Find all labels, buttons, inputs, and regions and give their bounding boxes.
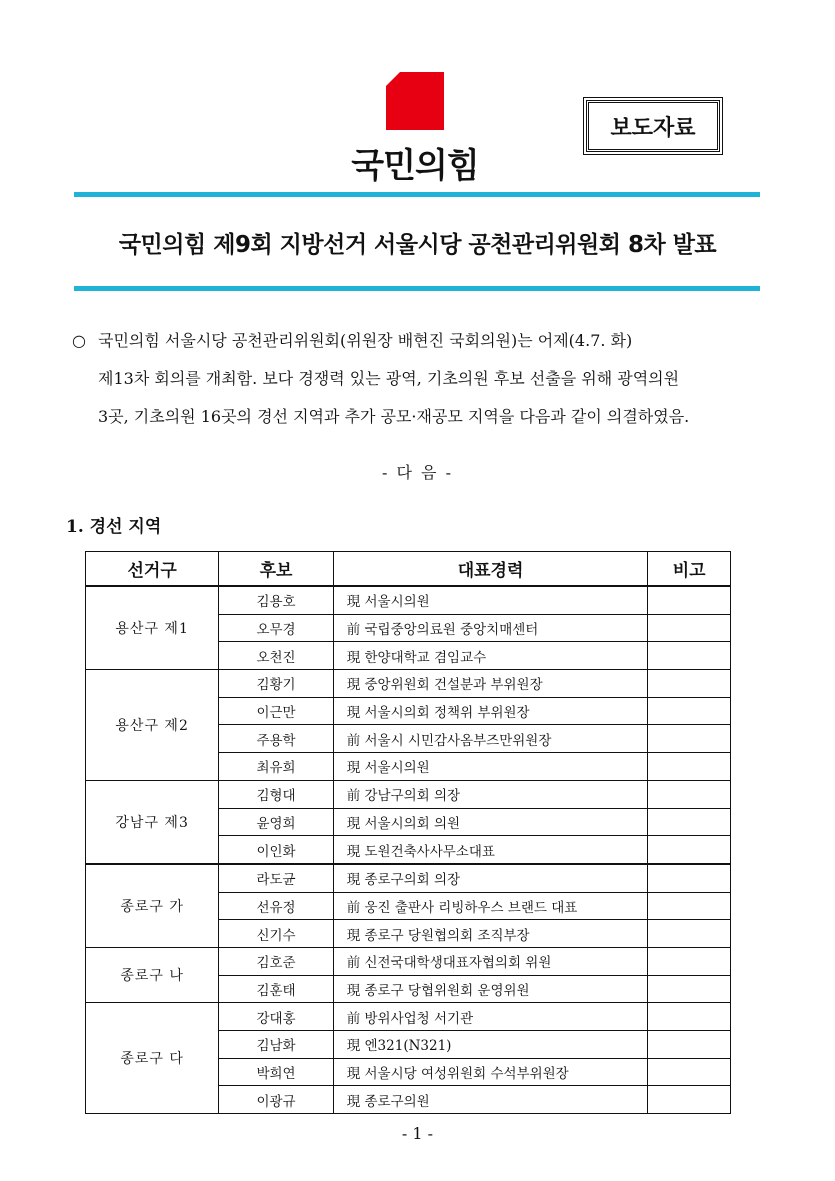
candidate-name-cell: 강대홍 xyxy=(219,1003,333,1031)
career-cell: 前 방위사업청 서기관 xyxy=(333,1003,648,1031)
note-cell xyxy=(648,614,731,642)
career-cell: 前 웅진 출판사 리빙하우스 브랜드 대표 xyxy=(333,892,648,920)
note-cell xyxy=(648,892,731,920)
candidate-name-cell: 오천진 xyxy=(219,642,333,670)
note-cell xyxy=(648,975,731,1003)
headline-top-rule xyxy=(74,192,760,197)
note-cell xyxy=(648,1003,731,1031)
page-number: - 1 - xyxy=(401,1124,434,1143)
note-cell xyxy=(648,1086,731,1114)
announcement-paragraph xyxy=(72,322,772,436)
career-cell: 前 서울시 시민감사옴부즈만위원장 xyxy=(333,725,648,753)
press-release-label: 보도자료 xyxy=(586,100,720,152)
table-row xyxy=(86,586,731,614)
note-cell xyxy=(648,947,731,975)
section-title: 1. 경선 지역 xyxy=(66,517,162,537)
note-cell xyxy=(648,864,731,892)
paragraph-line-3: 3곳, 기초의원 16곳의 경선 지역과 추가 공모·재공모 지역을 다음과 같이 의결하였음. xyxy=(98,407,690,426)
note-cell xyxy=(648,1058,731,1086)
table-header-row xyxy=(86,552,731,587)
candidate-name-cell: 김훈태 xyxy=(219,975,333,1003)
district-cell: 용산구 제2 xyxy=(86,670,219,781)
table-row xyxy=(86,1003,731,1031)
career-cell: 現 엔321(N321) xyxy=(333,1031,648,1059)
career-cell: 現 한양대학교 겸임교수 xyxy=(333,642,648,670)
candidate-name-cell: 김황기 xyxy=(219,670,333,698)
note-cell xyxy=(648,780,731,808)
candidate-name-cell: 이근만 xyxy=(219,697,333,725)
career-cell: 現 서울시의회 정책위 부위원장 xyxy=(333,697,648,725)
note-cell xyxy=(648,642,731,670)
paragraph-line-1: 국민의힘 서울시당 공천관리위원회(위원장 배현진 국회의원)는 어제(4.7. 화) xyxy=(98,331,633,350)
district-cell: 종로구 가 xyxy=(86,864,219,948)
party-logo-text: 국민의힘 xyxy=(351,146,479,186)
header-candidate: 후보 xyxy=(219,552,333,587)
candidate-name-cell: 김용호 xyxy=(219,586,333,614)
note-cell xyxy=(648,725,731,753)
career-cell: 前 신전국대학생대표자협의회 위원 xyxy=(333,947,648,975)
career-cell: 現 중앙위원회 건설분과 부위원장 xyxy=(333,670,648,698)
district-cell: 강남구 제3 xyxy=(86,780,219,864)
candidate-name-cell: 윤영희 xyxy=(219,808,333,836)
table-row xyxy=(86,670,731,698)
district-cell: 용산구 제1 xyxy=(86,586,219,670)
note-cell xyxy=(648,670,731,698)
header-district: 선거구 xyxy=(86,552,219,587)
candidate-name-cell: 주용학 xyxy=(219,725,333,753)
career-cell: 前 국립중앙의료원 중앙치매센터 xyxy=(333,614,648,642)
district-cell: 종로구 다 xyxy=(86,1003,219,1114)
candidate-name-cell: 오무경 xyxy=(219,614,333,642)
note-cell xyxy=(648,753,731,781)
career-cell: 現 서울시당 여성위원회 수석부위원장 xyxy=(333,1058,648,1086)
candidate-name-cell: 이광규 xyxy=(219,1086,333,1114)
header-note: 비고 xyxy=(648,552,731,587)
career-cell: 現 종로구의회 의장 xyxy=(333,864,648,892)
candidate-name-cell: 선유정 xyxy=(219,892,333,920)
note-cell xyxy=(648,697,731,725)
note-cell xyxy=(648,1031,731,1059)
table-row xyxy=(86,864,731,892)
candidate-name-cell: 김남화 xyxy=(219,1031,333,1059)
daum-separator: - 다 음 - xyxy=(382,463,453,482)
table-row xyxy=(86,780,731,808)
paragraph-line-2: 제13차 회의를 개최함. 보다 경쟁력 있는 광역, 기초의원 후보 선출을 위해 광역의원 xyxy=(98,369,680,388)
candidate-name-cell: 김호준 xyxy=(219,947,333,975)
candidate-name-cell: 이인화 xyxy=(219,836,333,864)
career-cell: 現 서울시의원 xyxy=(333,586,648,614)
note-cell xyxy=(648,836,731,864)
career-cell: 現 종로구의원 xyxy=(333,1086,648,1114)
note-cell xyxy=(648,920,731,948)
career-cell: 現 서울시의원 xyxy=(333,753,648,781)
candidate-name-cell: 김형대 xyxy=(219,780,333,808)
career-cell: 前 강남구의회 의장 xyxy=(333,780,648,808)
headline: 국민의힘 제9회 지방선거 서울시당 공천관리위원회 8차 발표 xyxy=(118,232,717,258)
note-cell xyxy=(648,808,731,836)
career-cell: 現 서울시의회 의원 xyxy=(333,808,648,836)
party-logo-icon xyxy=(386,72,444,130)
career-cell: 現 종로구 당협위원회 운영위원 xyxy=(333,975,648,1003)
note-cell xyxy=(648,586,731,614)
candidate-name-cell: 최유희 xyxy=(219,753,333,781)
candidate-name-cell: 박희연 xyxy=(219,1058,333,1086)
candidate-name-cell: 라도균 xyxy=(219,864,333,892)
table-body xyxy=(86,586,731,1114)
district-cell: 종로구 나 xyxy=(86,947,219,1002)
headline-bottom-rule xyxy=(74,286,760,291)
header-career: 대표경력 xyxy=(333,552,648,587)
primary-candidates-table xyxy=(85,551,731,1114)
candidate-name-cell: 신기수 xyxy=(219,920,333,948)
bullet-circle: ○ xyxy=(72,331,86,350)
career-cell: 現 도원건축사사무소대표 xyxy=(333,836,648,864)
career-cell: 現 종로구 당원협의회 조직부장 xyxy=(333,920,648,948)
table-row xyxy=(86,947,731,975)
